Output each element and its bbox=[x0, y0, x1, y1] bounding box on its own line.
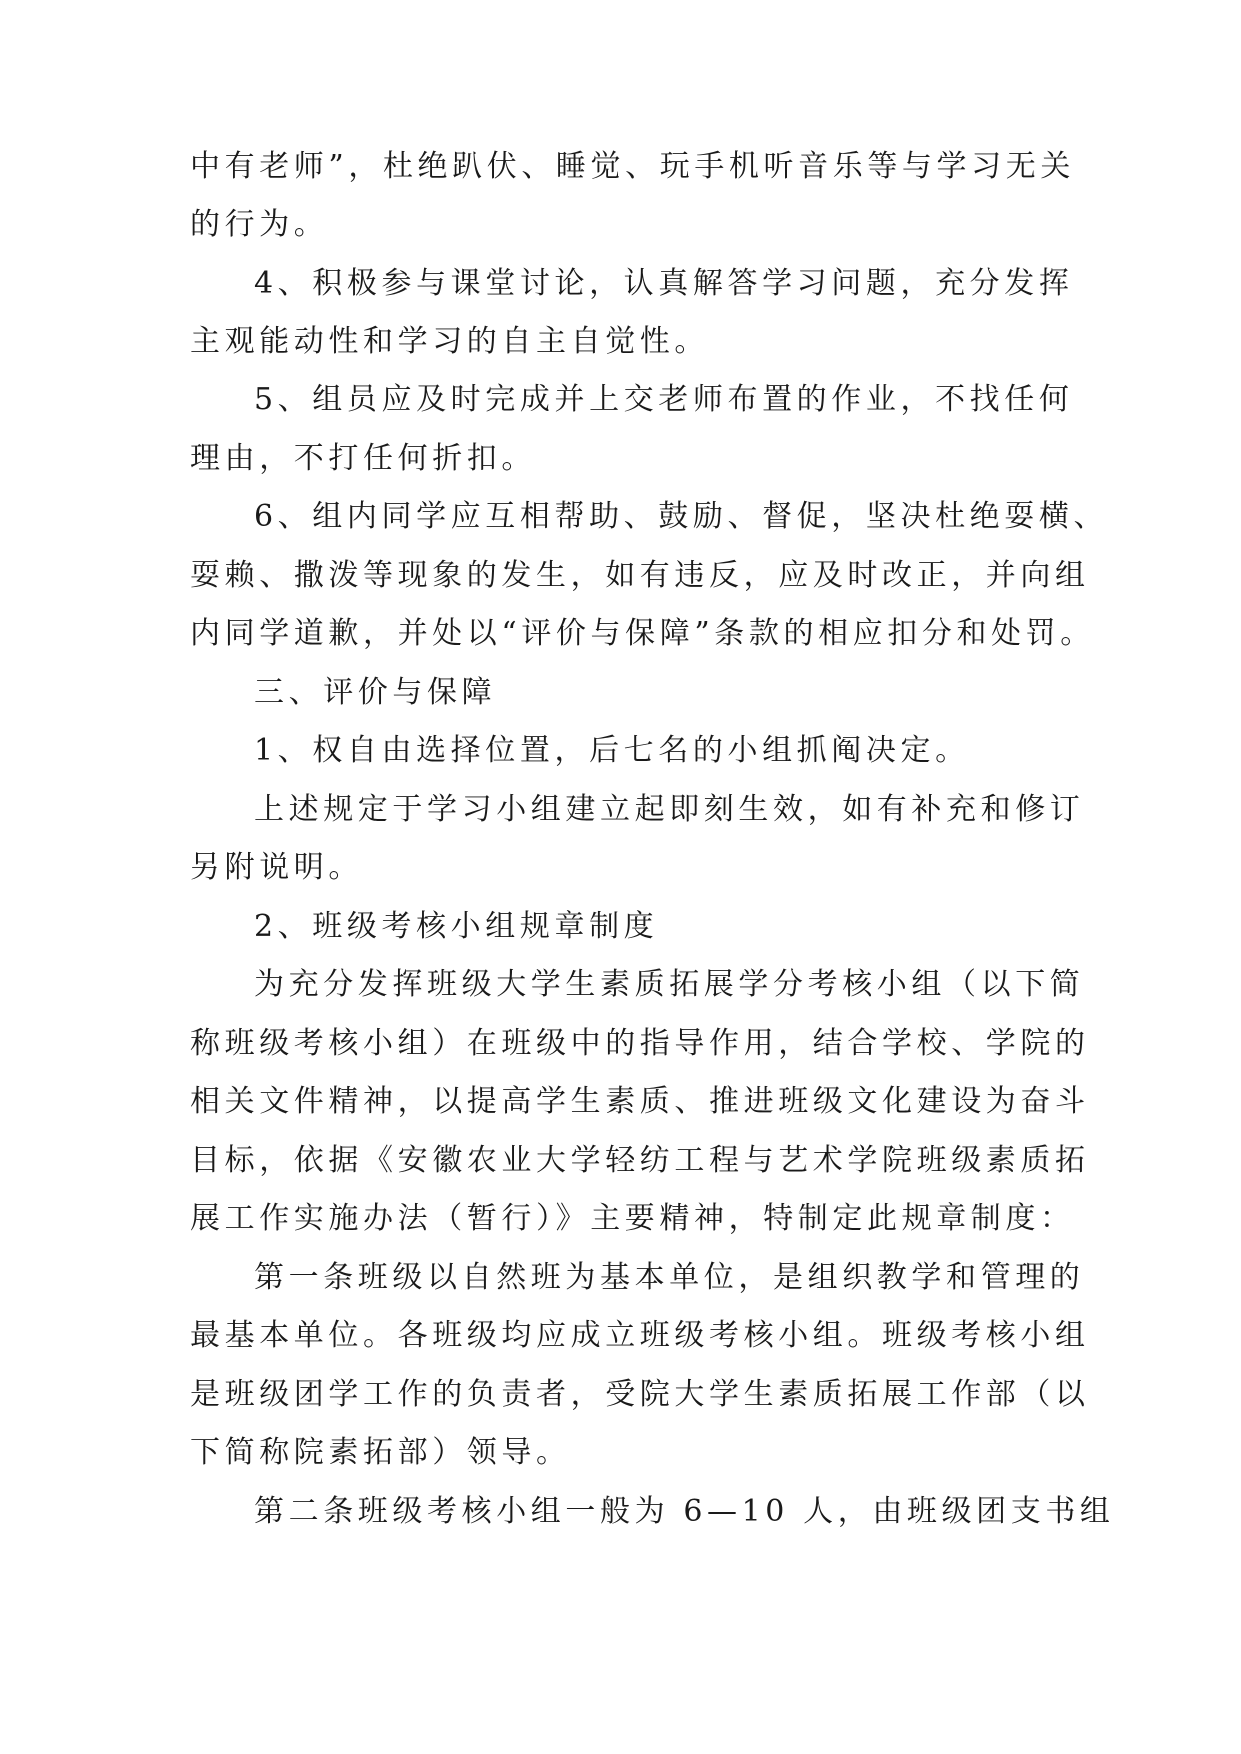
text-line: 称班级考核小组）在班级中的指导作用，结合学校、学院的 bbox=[190, 1026, 1090, 1061]
paragraph-start: 1、权自由选择位置，后七名的小组抓阄决定。 bbox=[254, 733, 970, 768]
text-line: 的行为。 bbox=[190, 207, 329, 242]
text-line: 下简称院素拓部）领导。 bbox=[190, 1435, 571, 1470]
text-line: 另附说明。 bbox=[190, 850, 363, 885]
text-line: 理由，不打任何折扣。 bbox=[190, 441, 536, 476]
paragraph-5-start: 5、组员应及时完成并上交老师布置的作业，不找任何 bbox=[254, 382, 1074, 417]
paragraph-start: 上述规定于学习小组建立起即刻生效，如有补充和修订 bbox=[254, 792, 1085, 827]
text-line: 中有老师”，杜绝趴伏、睡觉、玩手机听音乐等与学习无关 bbox=[190, 149, 1075, 184]
article-2-start: 第二条班级考核小组一般为 6—10 人，由班级团支书组 bbox=[254, 1494, 1115, 1529]
paragraph-4-start: 4、积极参与课堂讨论，认真解答学习问题，充分发挥 bbox=[254, 266, 1074, 301]
paragraph-6-start: 6、组内同学应互相帮助、鼓励、督促，坚决杜绝耍横、 bbox=[254, 499, 1109, 534]
paragraph-start: 为充分发挥班级大学生素质拓展学分考核小组（以下简 bbox=[254, 967, 1085, 1002]
text-line: 内同学道歉，并处以“评价与保障”条款的相应扣分和处罚。 bbox=[190, 616, 1095, 651]
text-line: 最基本单位。各班级均应成立班级考核小组。班级考核小组 bbox=[190, 1318, 1090, 1353]
text-line: 耍赖、撒泼等现象的发生，如有违反，应及时改正，并向组 bbox=[190, 558, 1090, 593]
subsection-heading: 2、班级考核小组规章制度 bbox=[254, 909, 659, 944]
text-line: 目标，依据《安徽农业大学轻纺工程与艺术学院班级素质拓 bbox=[190, 1143, 1090, 1178]
text-line: 是班级团学工作的负责者，受院大学生素质拓展工作部（以 bbox=[190, 1377, 1090, 1412]
text-line: 相关文件精神，以提高学生素质、推进班级文化建设为奋斗 bbox=[190, 1084, 1090, 1119]
section-heading: 三、评价与保障 bbox=[254, 675, 497, 710]
text-line: 主观能动性和学习的自主自觉性。 bbox=[190, 324, 709, 359]
text-line: 展工作实施办法（暂行）》主要精神，特制定此规章制度： bbox=[190, 1201, 1075, 1236]
article-1-start: 第一条班级以自然班为基本单位，是组织教学和管理的 bbox=[254, 1260, 1085, 1295]
